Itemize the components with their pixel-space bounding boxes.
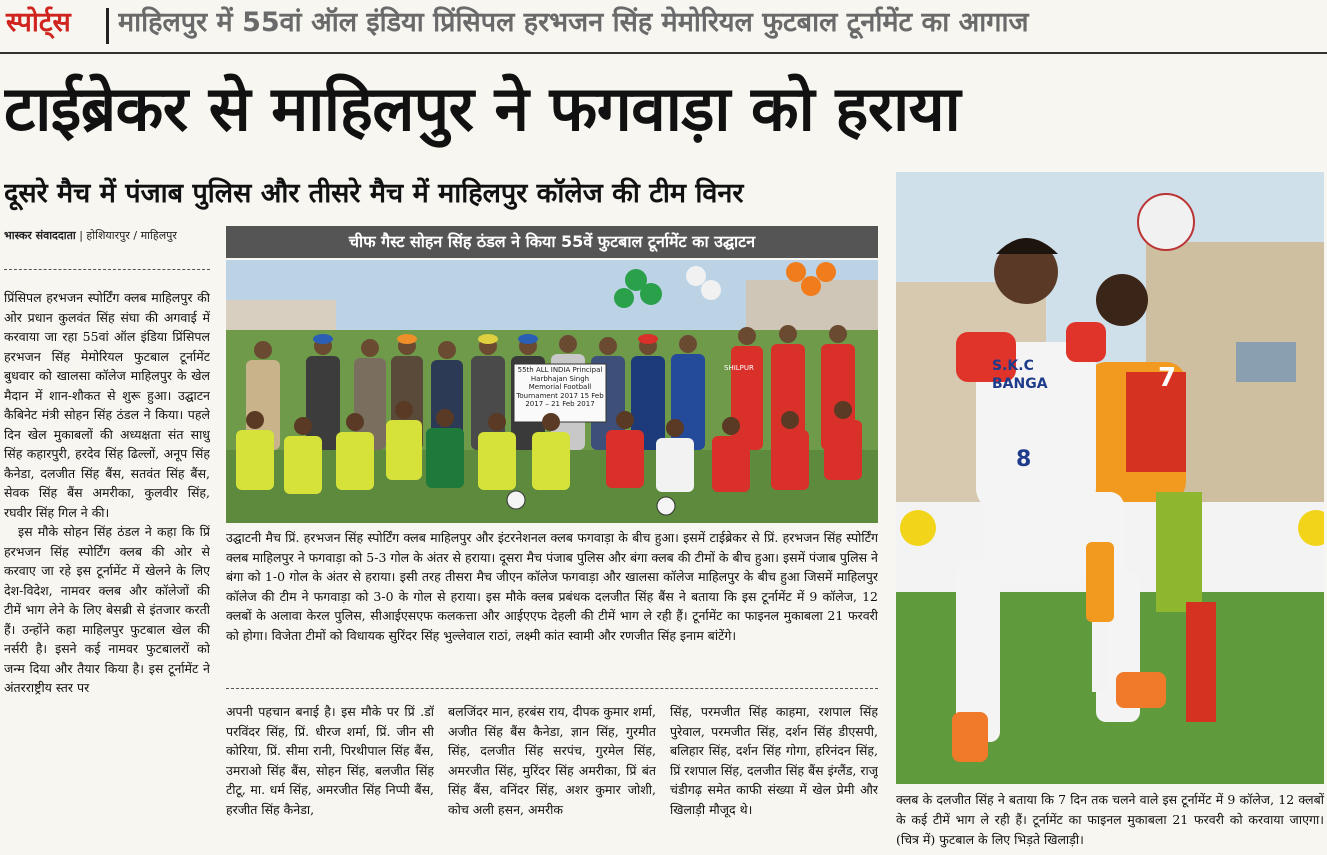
center-paragraph-text: उद्घाटनी मैच प्रिं. हरभजन सिंह स्पोर्टिंग क्लब माहिलपुर और इंटरनेशनल क्लब फगवाड़ा के बीच हुआ। इसमें टाईब्रेकर से प्रिं. हरभजन सिंह स्पोर्टिंग क्लब माहिलपुर ने फगवाड़ा को 5-3 गोल के अंतर से हराया। दूसरा मैच पंजाब पुलिस और बंगा क्लब की टीमों के बीच हुआ। इसमें पंजाब पुलिस ने बंगा को 1-0 गोल के अंतर से हराया। इसी तरह तीसरा मैच जीएन कॉलेज फगवाड़ा और खालसा कॉलेज माहिलपुर के बीच हुआ जिसमें माहिलपुर कॉलेज की टीम ने फगवाड़ा को 3-0 के गोल से हराया। इस मौके क्लब प्रबंधक दलजीत सिंह बैंस ने बताया कि इस टूर्नामेंट में 9 कॉलेज, 12 क्लबों के अलावा केरल पुलिस, सीआईएसएफ कलकत्ता और आईएएफ देहली की टीमें भाग ले रही हैं। टूर्नामेंट का फाइनल मुकाबला 21 फरवरी को होगा। विजेता टीमों को विधायक सुरिंदर सिंह भुल्लेवाल राठां, लक्ष्मी कांत स्वामी और रणजीत सिंह इनाम बांटेंगे। (226, 530, 878, 643)
byline-place: होशियारपुर / माहिलपुर (86, 229, 177, 242)
sub-headline: दूसरे मैच में पंजाब पुलिस और तीसरे मैच में माहिलपुर कॉलेज की टीम विनर (4, 178, 744, 209)
jersey-number-front: 8 (1016, 447, 1032, 472)
bottom-column-3-text: सिंह, परमजीत सिंह काहमा, रशपाल सिंह पुरेवाल, परमजीत सिंह, दर्शन सिंह डीएसपी, बलिहार सिंह, दर्शन सिंह गोगा, हरिनंदन सिंह, प्रिं रशपाल सिंह, दलजीत सिंह बैंस इंग्लैंड, राजू चंडीगढ़ समेत काफी संख्या में खेल प्रेमी और खिलाड़ी मौजूद थे। (670, 704, 878, 817)
center-paragraph (226, 528, 878, 682)
center-rule (226, 688, 878, 689)
bottom-column-1-text: अपनी पहचान बनाई है। इस मौके पर प्रिं .डॉ परविंदर सिंह, प्रिं. धीरज शर्मा, प्रिं. जीन सी कोरिया, प्रिं. सीमा रानी, पिरथीपाल सिंह बैंस, उमराओ सिंह बैंस, सोहन सिंह, बलजीत सिंह टीटू, मा. धर्म सिंह, अमरजीत सिंह निप्पी बैंस, हरजीत सिंह कैनेडा, (226, 704, 434, 817)
team-banner-text: 55th ALL INDIA Principal Harbhajan Singh Memorial Football Tournament 2017 15 Feb 2017 – 21 Feb 2017 (516, 366, 604, 408)
main-headline: टाईब्रेकर से माहिलपुर ने फगवाड़ा को हराया (4, 72, 961, 145)
byline-reporter: भास्कर संवाददाता (4, 229, 76, 242)
top-rule (0, 52, 1327, 54)
jersey-front-label: S.K.C (992, 358, 1034, 374)
jersey-number-back: 7 (1158, 363, 1177, 393)
kicker-headline: माहिलपुर में 55वां ऑल इंडिया प्रिंसिपल हरभजन सिंह मेमोरियल फुटबाल टूर्नामेंट का आगाज (118, 7, 1029, 38)
photo-banner: चीफ गैस्ट सोहन सिंह ठंडल ने किया 55वें फुटबाल टूर्नामेंट का उद्घाटन (226, 226, 878, 258)
left-paragraph-1: प्रिंसिपल हरभजन स्पोर्टिंग क्लब माहिलपुर की ओर प्रधान कुलवंत सिंह संघा की अगवाई में करवाया जा रहा 55वां ऑल इंडिया प्रिंसिपल हरभजन सिंह मेमोरियल फुटबाल टूर्नामेंट बुधवार को खालसा कॉलेज माहिलपुर के खेल मैदान में शान-शौकत से शुरू हुआ। उद्घाटन कैबिनेट मंत्री सोहन सिंह ठंडल ने किया। पहले दिन खेल मुकाबलों की अध्यक्षता संत साधु सिंह कहारपुरी, हरदेव सिंह ढिल्लों, अनूप सिंह कैनेडा, दलजीत सिंह बैंस, सतवंत सिंह बैंस, सेवक सिंह बैंस अमरीका, कुलवीर सिंह, रघवीर सिंह गिल ने की। (4, 290, 210, 520)
action-photo-caption: क्लब के दलजीत सिंह ने बताया कि 7 दिन तक चलने वाले इस टूर्नामेंट में 9 कॉलेज, 12 क्लबों के कई टीमें भाग ले रही हैं। टूर्नामेंट का फाइनल मुकाबला 21 फरवरी को करवाया जाएगा। (चित्र में) फुटबाल के लिए भिड़ते खिलाड़ी। (896, 792, 1324, 847)
action-photo (896, 172, 1324, 784)
byline (4, 226, 214, 246)
bottom-column-2-text: बलजिंदर मान, हरबंस राय, दीपक कुमार शर्मा, अजीत सिंह बैंस कैनेडा, ज्ञान सिंह, गुरमीत सिंह, दलजीत सिंह सरपंच, गुरमेल सिंह, अमरजीत सिंह, मुरिंदर सिंह अमरीका, प्रिं बंत सिंह बैंस, वनिंदर सिंह, अशर कुमार जोशी, कोच अली हसन, अमरीक (448, 704, 656, 817)
jersey-text: SHILPUR (724, 364, 754, 372)
bottom-column-1 (226, 702, 434, 855)
bottom-column-2 (448, 702, 656, 855)
section-label: स्पोर्ट्स (6, 7, 71, 38)
byline-rule (4, 269, 210, 270)
team-photo (226, 260, 878, 523)
kicker-divider (106, 8, 109, 44)
jersey-team-label: BANGA (992, 376, 1048, 392)
left-column (4, 288, 210, 855)
left-paragraph-2: इस मौके सोहन सिंह ठंडल ने कहा कि प्रिं हरभजन सिंह स्पोर्टिंग क्लब की ओर से करवाए जा रहे इस टूर्नामेंट में खेलने के लिए देश-विदेश, नामवर क्लब और कॉलेजों की टीमें भाग लेने के लिए बेसब्री से इंतजार करती हैं। उन्होंने कहा माहिलपुर फुटबाल खेल की नर्सरी है। इसने कई नामवर फुटबालरों को जन्म दिया और तैयार किया है। इस टूर्नामेंट ने अंतरराष्ट्रीय स्तर पर (4, 524, 210, 695)
bottom-column-3 (670, 702, 878, 855)
byline-divider: | (79, 229, 87, 242)
